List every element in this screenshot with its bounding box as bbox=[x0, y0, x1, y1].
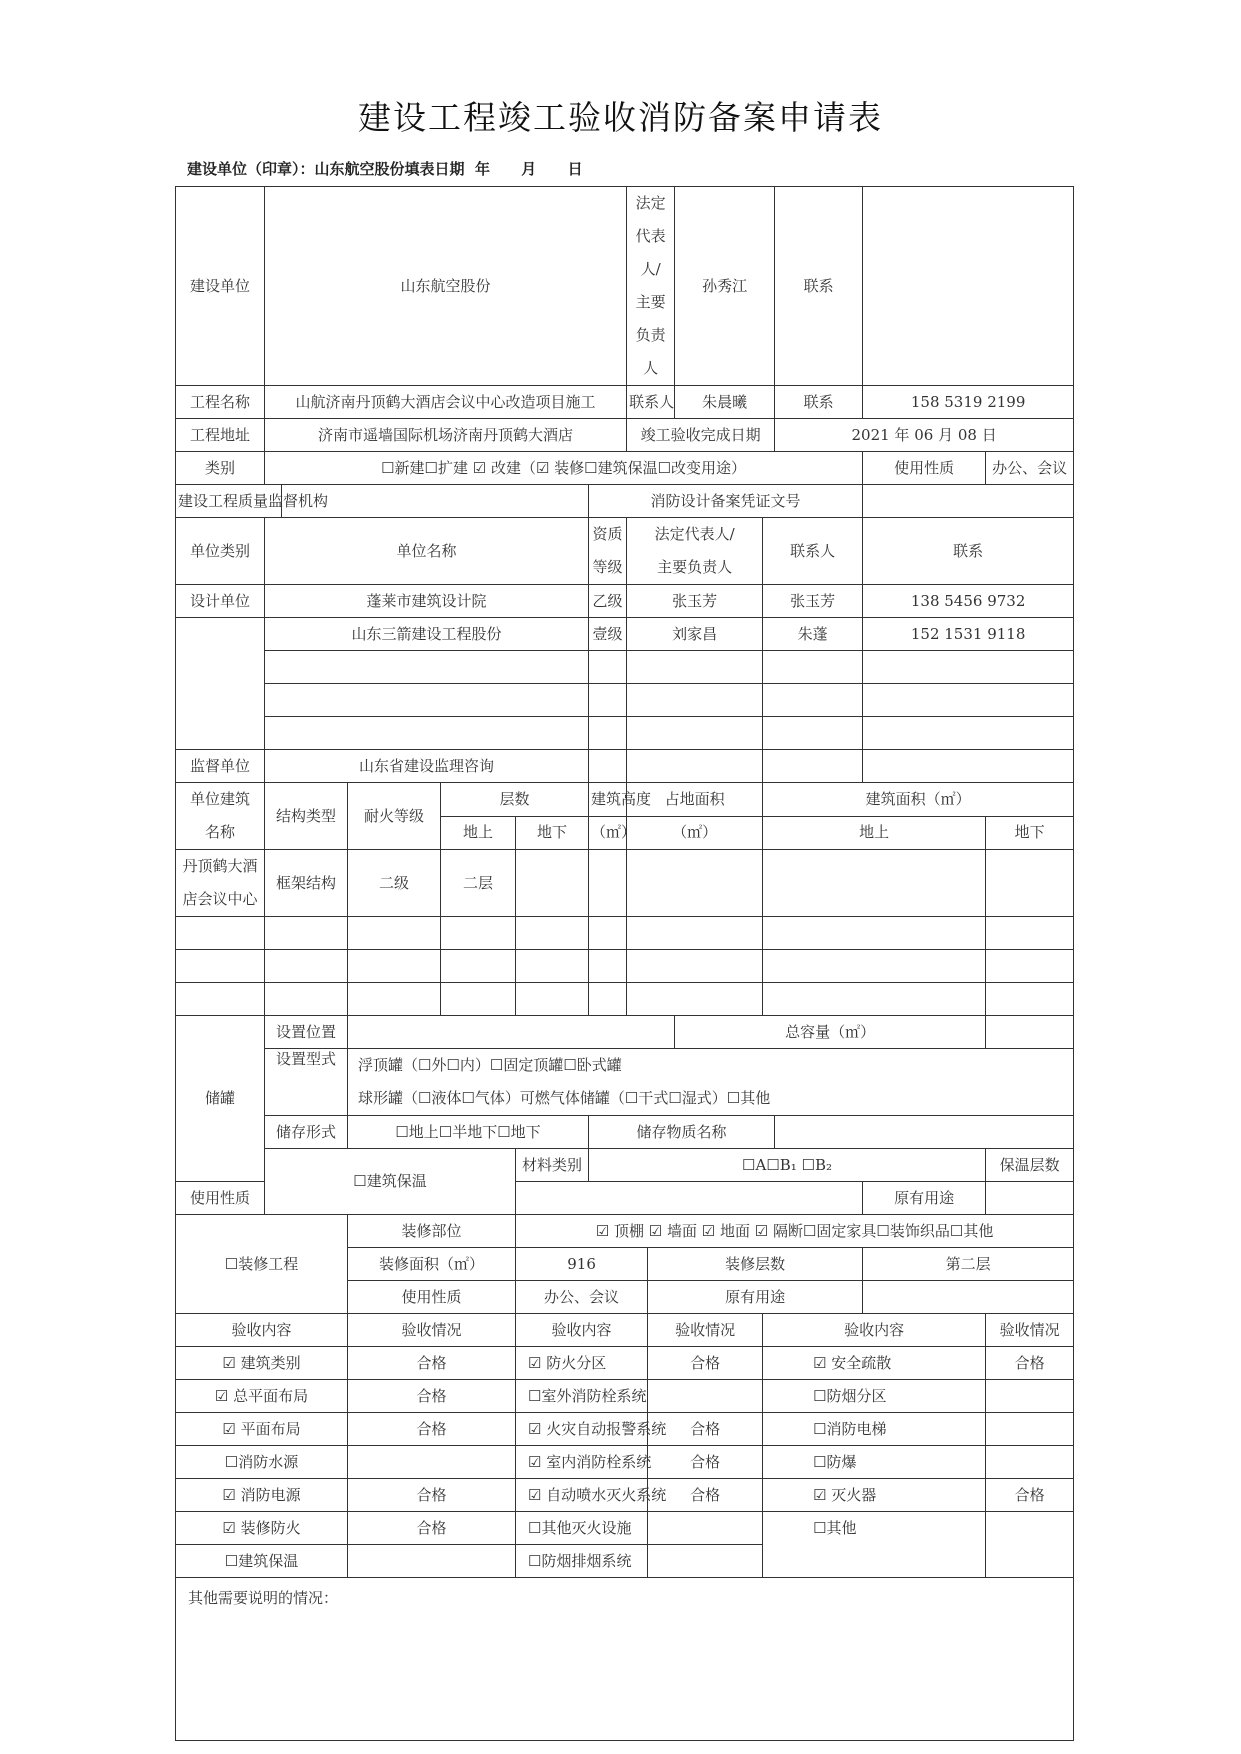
label-design-unit: 设计单位 bbox=[176, 585, 265, 618]
header-legal-rep: 法定代表人/ 主要负责人 bbox=[627, 518, 763, 585]
label-material-class: 材料类别 bbox=[516, 1149, 589, 1182]
acc-item: ☑ 总平面布局 bbox=[176, 1380, 348, 1413]
construction-unit-grade: 壹级 bbox=[589, 618, 627, 651]
tank-position-value bbox=[348, 1016, 675, 1049]
label-storage-form: 储存形式 bbox=[265, 1116, 348, 1149]
acc-item: ☑ 消防电源 bbox=[176, 1479, 348, 1512]
acc-result: 合格 bbox=[348, 1347, 516, 1380]
row-insulation-material bbox=[176, 1149, 1074, 1182]
header-acc-result-3: 验收情况 bbox=[986, 1314, 1074, 1347]
project-name: 山航济南丹顶鹤大酒店会议中心改造项目施工 bbox=[265, 386, 627, 419]
storage-form-options: ☐地上☐半地下☐地下 bbox=[348, 1116, 589, 1149]
label-insulation: ☐建筑保温 bbox=[265, 1149, 516, 1215]
acc-result: 合格 bbox=[986, 1347, 1074, 1380]
design-record-no bbox=[863, 485, 1074, 518]
label-decoration-usage: 使用性质 bbox=[348, 1281, 516, 1314]
label-tank-capacity: 总容量（㎡） bbox=[675, 1016, 986, 1049]
contact-phone: 158 5319 2199 bbox=[863, 386, 1074, 419]
row-acceptance-header bbox=[176, 1314, 1074, 1347]
design-unit-phone: 138 5456 9732 bbox=[863, 585, 1074, 618]
label-construction-unit bbox=[176, 618, 265, 750]
row-builder bbox=[176, 187, 1074, 386]
tank-type-options: 浮顶罐（☐外☐内）☐固定顶罐☐卧式罐 球形罐（☐液体☐气体）可燃气体储罐（☐干式☐湿式）☐其他 bbox=[348, 1049, 1074, 1116]
header-unit-type: 单位类别 bbox=[176, 518, 265, 585]
applicant-line: 建设单位（印章）：山东航空股份填表日期 年 月 日 bbox=[187, 160, 583, 178]
row-tank-position bbox=[176, 1016, 1074, 1049]
acc-item: ☐消防水源 bbox=[176, 1446, 348, 1479]
building-structure: 框架结构 bbox=[265, 850, 348, 917]
design-unit-rep: 张玉芳 bbox=[627, 585, 763, 618]
decoration-layers-value: 第二层 bbox=[863, 1248, 1074, 1281]
acc-result: 合格 bbox=[348, 1512, 516, 1545]
acc-result bbox=[986, 1413, 1074, 1446]
row-project-name bbox=[176, 386, 1074, 419]
construction-unit-name: 山东三箭建设工程股份 bbox=[265, 618, 589, 651]
acc-result: 合格 bbox=[648, 1479, 763, 1512]
label-legal-rep: 法定代表人/ 主要负责人 bbox=[627, 187, 675, 386]
row-decoration-part bbox=[176, 1215, 1074, 1248]
row-building-header-1 bbox=[176, 783, 1074, 817]
row-unit-blank bbox=[176, 717, 1074, 750]
header-contact: 联系 bbox=[863, 518, 1074, 585]
acc-result bbox=[986, 1446, 1074, 1479]
row-unit-blank bbox=[176, 651, 1074, 684]
row-acceptance bbox=[176, 1512, 1074, 1545]
building-floors-above: 二层 bbox=[441, 850, 516, 917]
acc-item: ☐防爆 bbox=[763, 1446, 986, 1479]
header-acc-content-1: 验收内容 bbox=[176, 1314, 348, 1347]
construction-unit-rep: 刘家昌 bbox=[627, 618, 763, 651]
design-unit-contact: 张玉芳 bbox=[763, 585, 863, 618]
acc-result bbox=[348, 1446, 516, 1479]
row-building-blank bbox=[176, 950, 1074, 983]
row-design-unit bbox=[176, 585, 1074, 618]
row-acceptance bbox=[176, 1380, 1074, 1413]
contact-value bbox=[863, 187, 1074, 386]
header-acc-result-1: 验收情况 bbox=[348, 1314, 516, 1347]
label-insulation-orig-use: 原有用途 bbox=[863, 1182, 986, 1215]
row-construction-unit bbox=[176, 618, 1074, 651]
label-tank-type: 设置型式 bbox=[265, 1049, 348, 1116]
builder-name: 山东航空股份 bbox=[265, 187, 627, 386]
acc-result bbox=[348, 1545, 516, 1578]
decoration-usage-value: 办公、会议 bbox=[516, 1281, 648, 1314]
row-supervision-unit bbox=[176, 750, 1074, 783]
acc-item: ☑ 建筑类别 bbox=[176, 1347, 348, 1380]
label-quality-agency: 建设工程质量监督机构 bbox=[176, 485, 282, 518]
row-acceptance bbox=[176, 1479, 1074, 1512]
label-stored-substance: 储存物质名称 bbox=[589, 1116, 775, 1149]
header-floors-below: 地下 bbox=[516, 816, 589, 850]
row-acceptance bbox=[176, 1347, 1074, 1380]
insulation-orig-use-value bbox=[986, 1182, 1074, 1215]
construction-unit-contact: 朱蓬 bbox=[763, 618, 863, 651]
header-height: 建筑高度 bbox=[589, 783, 627, 817]
project-address: 济南市遥墙国际机场济南丹顶鹤大酒店 bbox=[265, 419, 627, 452]
construction-unit-phone: 152 1531 9118 bbox=[863, 618, 1074, 651]
row-tank-storage bbox=[176, 1116, 1074, 1149]
acc-result bbox=[986, 1380, 1074, 1413]
decoration-area-value: 916 bbox=[516, 1248, 648, 1281]
contact-person: 朱晨曦 bbox=[675, 386, 775, 419]
header-unit-name: 单位名称 bbox=[265, 518, 589, 585]
header-fire-grade: 耐火等级 bbox=[348, 783, 441, 850]
row-category bbox=[176, 452, 1074, 485]
acc-item: ☐消防电梯 bbox=[763, 1413, 986, 1446]
acc-result bbox=[648, 1512, 763, 1545]
legal-rep-name: 孙秀江 bbox=[675, 187, 775, 386]
acc-item: ☐防烟分区 bbox=[763, 1380, 986, 1413]
label-project-name: 工程名称 bbox=[176, 386, 265, 419]
acc-item: ☐其他灭火设施 bbox=[516, 1512, 648, 1545]
acc-item: ☑ 安全疏散 bbox=[763, 1347, 986, 1380]
building-name: 丹顶鹤大酒 店会议中心 bbox=[176, 850, 265, 917]
header-contact-person: 联系人 bbox=[763, 518, 863, 585]
building-fire-grade: 二级 bbox=[348, 850, 441, 917]
row-building-data bbox=[176, 850, 1074, 917]
label-tank: 储罐 bbox=[176, 1016, 265, 1182]
form-title: 建设工程竣工验收消防备案申请表 bbox=[358, 98, 883, 137]
label-insulation-usage: 使用性质 bbox=[176, 1182, 265, 1215]
stored-substance-value bbox=[775, 1116, 1074, 1149]
acc-result: 合格 bbox=[648, 1413, 763, 1446]
acc-item: ☑ 平面布局 bbox=[176, 1413, 348, 1446]
header-footprint: 占地面积 bbox=[627, 783, 763, 817]
header-floor-area: 建筑面积（㎡） bbox=[763, 783, 1074, 817]
row-acceptance bbox=[176, 1446, 1074, 1479]
label-contact-phone: 联系 bbox=[775, 386, 863, 419]
application-form-table bbox=[175, 186, 1074, 1741]
label-decoration-area: 装修面积（㎡） bbox=[348, 1248, 516, 1281]
label-decoration-orig-use: 原有用途 bbox=[648, 1281, 863, 1314]
acc-item: ☑ 火灾自动报警系统 bbox=[516, 1413, 648, 1446]
row-unit-blank bbox=[176, 684, 1074, 717]
header-acc-result-2: 验收情况 bbox=[648, 1314, 763, 1347]
header-footprint-unit: （㎡） bbox=[627, 816, 763, 850]
row-tank-type bbox=[176, 1049, 1074, 1116]
label-decoration-part: 装修部位 bbox=[348, 1215, 516, 1248]
acc-result: 合格 bbox=[648, 1347, 763, 1380]
row-supervision-agency bbox=[176, 485, 1074, 518]
supervision-unit-name: 山东省建设监理咨询 bbox=[265, 750, 589, 783]
acc-result: 合格 bbox=[348, 1380, 516, 1413]
label-tank-position: 设置位置 bbox=[265, 1016, 348, 1049]
row-units-header bbox=[176, 518, 1074, 585]
acc-result: 合格 bbox=[986, 1479, 1074, 1512]
category-options: ☐新建☐扩建 ☑ 改建（☑ 装修☐建筑保温☐改变用途） bbox=[265, 452, 863, 485]
usage-value: 办公、会议 bbox=[986, 452, 1074, 485]
acc-item: ☐建筑保温 bbox=[176, 1545, 348, 1578]
completion-date: 2021 年 06 月 08 日 bbox=[775, 419, 1074, 452]
design-unit-name: 蓬莱市建筑设计院 bbox=[265, 585, 589, 618]
header-area-below: 地下 bbox=[986, 816, 1074, 850]
acc-result bbox=[648, 1545, 763, 1578]
label-usage: 使用性质 bbox=[863, 452, 986, 485]
acc-item: ☑ 防火分区 bbox=[516, 1347, 648, 1380]
label-decoration: ☐装修工程 bbox=[176, 1215, 348, 1314]
row-building-blank bbox=[176, 983, 1074, 1016]
label-category: 类别 bbox=[176, 452, 265, 485]
acc-item: ☐其他 bbox=[763, 1512, 986, 1578]
header-floors-above: 地上 bbox=[441, 816, 516, 850]
material-class-options: ☐A☐B₁ ☐B₂ bbox=[589, 1149, 986, 1182]
insulation-usage-value bbox=[516, 1182, 863, 1215]
decoration-orig-use-value bbox=[863, 1281, 1074, 1314]
label-decoration-layers: 装修层数 bbox=[648, 1248, 863, 1281]
header-floors: 层数 bbox=[441, 783, 589, 817]
acc-result: 合格 bbox=[648, 1446, 763, 1479]
header-qualification: 资质 等级 bbox=[589, 518, 627, 585]
label-insulation-layers: 保温层数 bbox=[986, 1149, 1074, 1182]
row-building-blank bbox=[176, 917, 1074, 950]
header-structure-type: 结构类型 bbox=[265, 783, 348, 850]
row-acceptance bbox=[176, 1413, 1074, 1446]
notes-label: 其他需要说明的情况： bbox=[188, 1589, 339, 1607]
acc-item: ☑ 装修防火 bbox=[176, 1512, 348, 1545]
acc-item: ☐室外消防栓系统 bbox=[516, 1380, 648, 1413]
acc-item: ☑ 室内消防栓系统 bbox=[516, 1446, 648, 1479]
acc-item: ☑ 自动喷水灭火系统 bbox=[516, 1479, 648, 1512]
acc-result bbox=[648, 1380, 763, 1413]
header-area-above: 地上 bbox=[763, 816, 986, 850]
notes-field[interactable] bbox=[176, 1578, 1074, 1741]
label-contact: 联系 bbox=[775, 187, 863, 386]
label-contact-person: 联系人 bbox=[627, 386, 675, 419]
decoration-part-options: ☑ 顶棚 ☑ 墙面 ☑ 地面 ☑ 隔断☐固定家具☐装饰织品☐其他 bbox=[516, 1215, 1074, 1248]
header-building-name: 单位建筑 名称 bbox=[176, 783, 265, 850]
acc-result: 合格 bbox=[348, 1413, 516, 1446]
row-project-address bbox=[176, 419, 1074, 452]
acc-result: 合格 bbox=[348, 1479, 516, 1512]
label-builder: 建设单位 bbox=[176, 187, 265, 386]
label-completion-date: 竣工验收完成日期 bbox=[627, 419, 775, 452]
acc-item: ☐防烟排烟系统 bbox=[516, 1545, 648, 1578]
label-project-address: 工程地址 bbox=[176, 419, 265, 452]
label-supervision-unit: 监督单位 bbox=[176, 750, 265, 783]
tank-capacity-value bbox=[986, 1016, 1074, 1049]
design-unit-grade: 乙级 bbox=[589, 585, 627, 618]
header-height-unit: （㎡） bbox=[589, 816, 627, 850]
header-acc-content-2: 验收内容 bbox=[516, 1314, 648, 1347]
header-acc-content-3: 验收内容 bbox=[763, 1314, 986, 1347]
acc-item: ☑ 灭火器 bbox=[763, 1479, 986, 1512]
row-notes bbox=[176, 1578, 1074, 1741]
label-design-record-no: 消防设计备案凭证文号 bbox=[589, 485, 863, 518]
acc-result bbox=[986, 1512, 1074, 1578]
